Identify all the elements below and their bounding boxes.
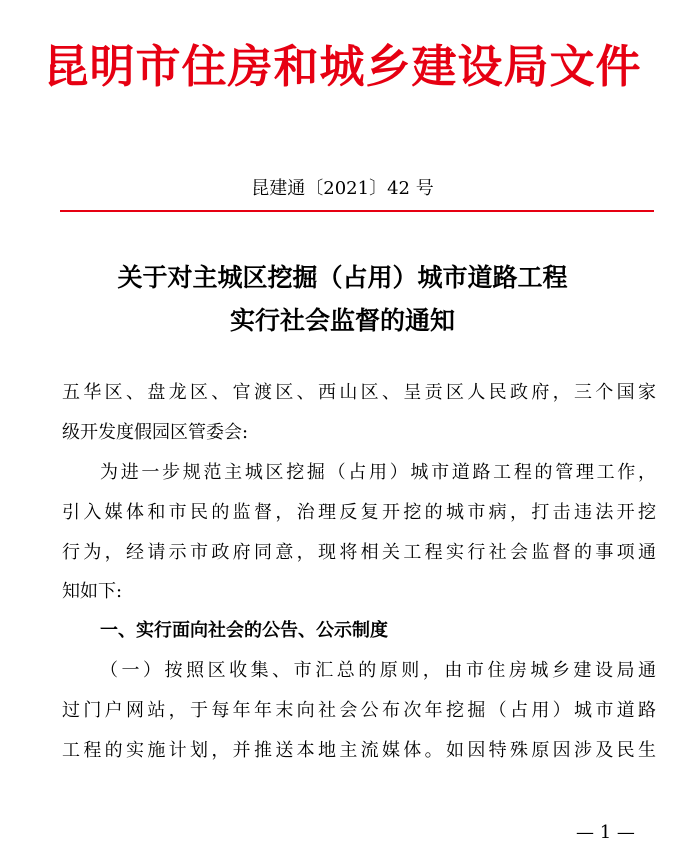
intro-line-2: 引入媒体和市民的监督，治理反复开挖的城市病，打击违法开挖 xyxy=(62,502,656,523)
addressee-line-1: 五华区、盘龙区、官渡区、西山区、呈贡区人民政府，三个国家 xyxy=(62,382,656,403)
red-divider-line xyxy=(60,210,654,212)
section-1-paragraph-line-3: 工程的实施计划，并推送本地主流媒体。如因特殊原因涉及民生 xyxy=(62,740,656,761)
section-1-paragraph-line-2: 过门户网站，于每年年末向社会公布次年挖掘（占用）城市道路 xyxy=(62,700,656,721)
addressee-line-2: 级开发度假园区管委会: xyxy=(62,422,249,443)
section-1-paragraph-line-1: （一）按照区收集、市汇总的原则，由市住房城乡建设局通 xyxy=(100,660,656,681)
notice-title-line-1: 关于对主城区挖掘（占用）城市道路工程 xyxy=(117,263,568,292)
intro-line-3: 行为，经请示市政府同意，现将相关工程实行社会监督的事项通 xyxy=(62,542,656,563)
masthead-title: 昆明市住房和城乡建设局文件 xyxy=(43,40,642,93)
intro-line-1: 为进一步规范主城区挖掘（占用）城市道路工程的管理工作， xyxy=(100,462,656,483)
page-number: — 1 — xyxy=(576,822,635,843)
intro-line-4: 知如下: xyxy=(62,581,123,602)
document-number: 昆建通〔2021〕42 号 xyxy=(251,178,434,199)
notice-title-line-2: 实行社会监督的通知 xyxy=(229,306,455,335)
section-1-heading: 一、实行面向社会的公告、公示制度 xyxy=(100,620,388,641)
